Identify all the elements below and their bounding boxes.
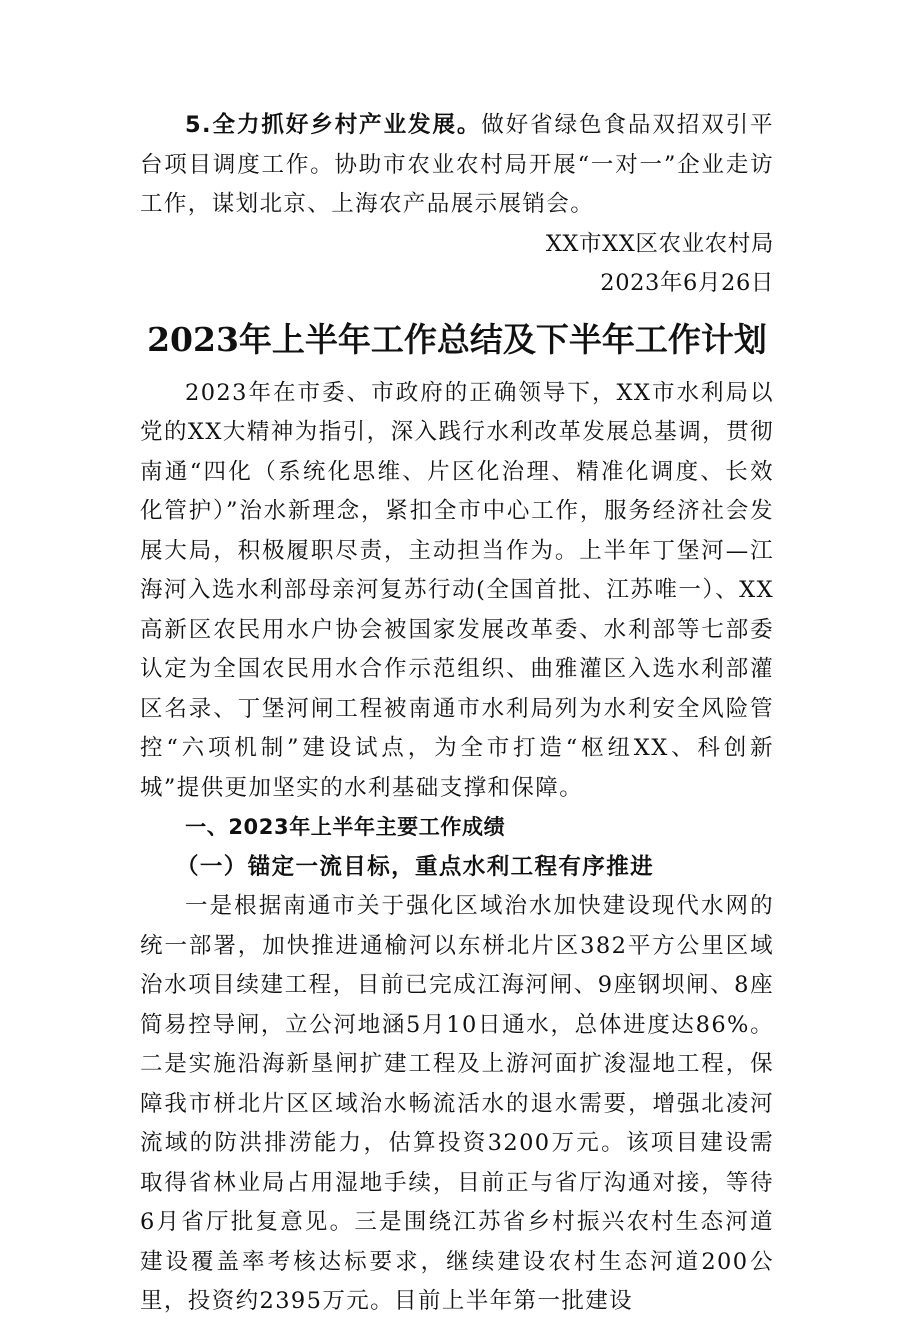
section-5-text: 做好省绿色食品双招双引平台项目调度工作。协助市农业农村局开展“一对一”企业走访工作，谋划北京、上海农产品展示展销会。	[140, 112, 774, 217]
signature-org: XX市XX区农业农村局	[545, 230, 774, 257]
intro-paragraph: 2023年在市委、市政府的正确领导下，XX市水利局以党的XX大精神为指引，深入践行水利改革发展总基调，贯彻南通“四化（系统化思维、片区化治理、精准化调度、长效化管护）”治水新理念，紧扣全市中心工作，服务经济社会发展大局，积极履职尽责，主动担当作为。上半年丁堡河—江海河入选水利部母亲河复苏行动(全国首批、江苏唯一）、XX高新区农民用水户协会被国家发展改革委、水利部等七部委认定为全国农民用水合作示范组织、曲雅灌区入选水利部灌区名录、丁堡河闸工程被南通市水利局列为水利安全风险管控“六项机制”建设试点，为全市打造“枢纽XX、科创新城”提供更加坚实的水利基础支撑和保障。	[140, 379, 774, 801]
subsection-heading-1: （一）锚定一流目标，重点水利工程有序推进	[176, 853, 655, 880]
section-heading-1: 一、2023年上半年主要工作成绩	[185, 815, 506, 839]
body-paragraph: 一是根据南通市关于强化区域治水加快建设现代水网的统一部署，加快推进通榆河以东栟北片区382平方公里区域治水项目续建工程，目前已完成江海河闸、9座钢坝闸、8座简易控导闸，立公河地涵5月10日通水，总体进度达86%。二是实施沿海新垦闸扩建工程及上游河面扩浚湿地工程，保障我市栟北片区区域治水畅流活水的退水需要，增强北凌河流域的防洪排涝能力，估算投资3200万元。该项目建设需取得省林业局占用湿地手续，目前正与省厅沟通对接，等待6月省厅批复意见。三是围绕江苏省乡村振兴农村生态河道建设覆盖率考核达标要求，继续建设农村生态河道200公里，投资约2395万元。目前上半年第一批建设	[140, 893, 774, 1314]
document-title: 2023年上半年工作总结及下半年工作计划	[147, 319, 767, 359]
document-page	[140, 106, 774, 1322]
section-5-lead: 5.全力抓好乡村产业发展。	[185, 112, 482, 138]
section-5-paragraph	[140, 106, 774, 225]
signature-date: 2023年6月26日	[600, 270, 774, 296]
